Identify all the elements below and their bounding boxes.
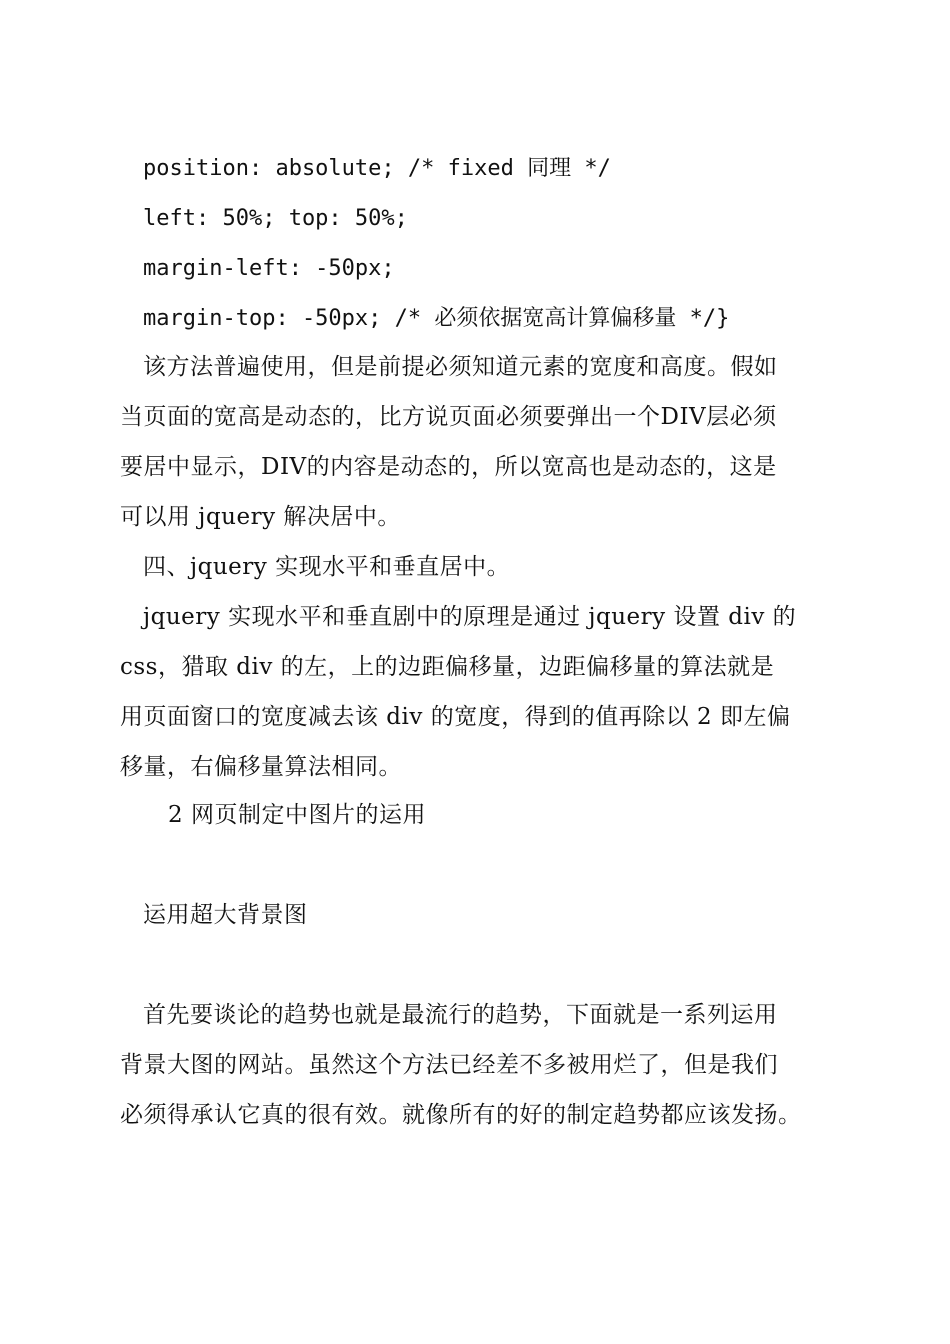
paragraph-line: css，猎取 div 的左，上的边距偏移量，边距偏移量的算法就是 <box>120 654 775 680</box>
paragraph-line: 移量，右偏移量算法相同。 <box>120 754 402 780</box>
paragraph-line: 要居中显示，DIV的内容是动态的，所以宽高也是动态的，这是 <box>120 454 777 480</box>
code-line-left-top: left: 50%; top: 50%; <box>143 206 408 231</box>
paragraph-line: 首先要谈论的趋势也就是最流行的趋势，下面就是一系列运用 <box>143 1002 778 1028</box>
subheading: 运用超大背景图 <box>143 902 308 928</box>
paragraph-line: 该方法普遍使用，但是前提必须知道元素的宽度和高度。假如 <box>143 354 778 380</box>
paragraph-line: 可以用 jquery 解决居中。 <box>120 504 401 530</box>
paragraph-line: 必须得承认它真的很有效。就像所有的好的制定趋势都应该发扬。 <box>120 1102 802 1128</box>
paragraph-line: 用页面窗口的宽度减去该 div 的宽度，得到的值再除以 2 即左偏 <box>120 704 791 730</box>
code-line-position: position: absolute; /* fixed 同理 */ <box>143 156 611 181</box>
code-line-margin-left: margin-left: -50px; <box>143 256 395 281</box>
paragraph-line: 背景大图的网站。虽然这个方法已经差不多被用烂了，但是我们 <box>120 1052 778 1078</box>
section-heading: 四、jquery 实现水平和垂直居中。 <box>143 554 511 580</box>
paragraph-line: 当页面的宽高是动态的，比方说页面必须要弹出一个DIV层必须 <box>120 404 777 430</box>
paragraph-line: jquery 实现水平和垂直剧中的原理是通过 jquery 设置 div 的 <box>143 604 797 630</box>
code-line-margin-top: margin-top: -50px; /* 必须依据宽高计算偏移量 */} <box>143 306 730 331</box>
section-title: 2 网页制定中图片的运用 <box>168 802 426 828</box>
